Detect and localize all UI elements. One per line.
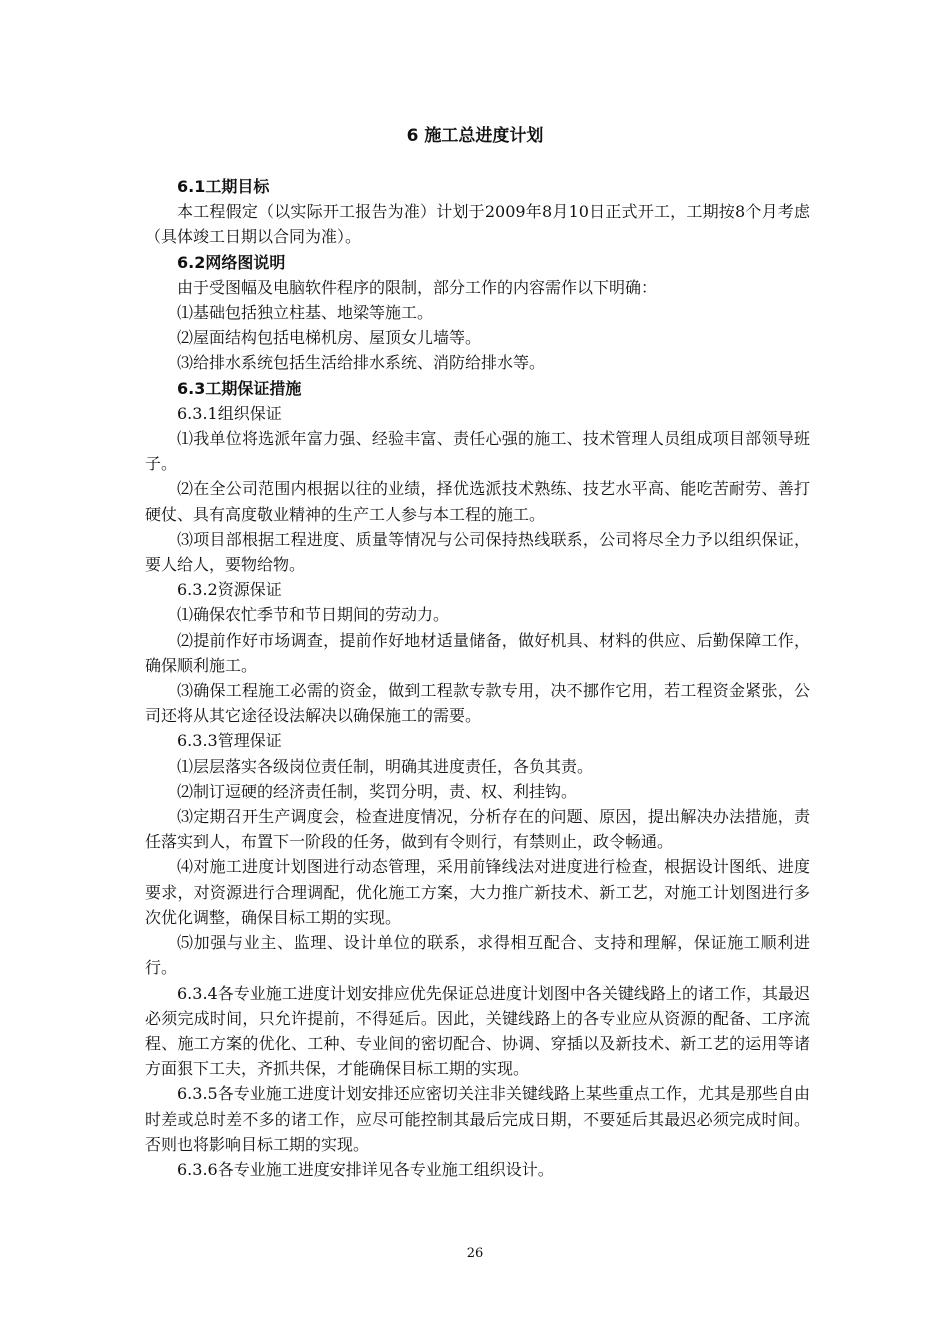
paragraph: ⑶确保工程施工必需的资金，做到工程款专款专用，决不挪作它用，若工程资金紧张，公司还将从其它途径设法解决以确保施工的需要。	[145, 681, 810, 726]
paragraph: ⑶项目部根据工程进度、质量等情况与公司保持热线联系，公司将尽全力予以组织保证，要人给人，要物给物。	[145, 529, 810, 575]
paragraph: ⑴我单位将选派年富力强、经验丰富、责任心强的施工、技术管理人员组成项目部领导班子。	[145, 429, 810, 474]
paragraph: ⑶给排水系统包括生活给排水系统、消防给排水等。	[177, 353, 546, 373]
paragraph: 6.3.4各专业施工进度计划安排应优先保证总进度计划图中各关键线路上的诸工作，其最迟必须完成时间，只允许提前，不得延后。因此，关键线路上的各专业应从资源的配备、工序流程、施工方案的优化、工种、专业间的密切配合、协调、穿插以及新技术、新工艺的运用等诸方面狠下工夫，齐抓共保，才能确保目标工期的实现。	[145, 983, 810, 1079]
page-number: 26	[466, 1246, 484, 1261]
paragraph: ⑴确保农忙季节和节日期间的劳动力。	[177, 605, 450, 625]
subsection-heading: 6.2网络图说明	[177, 252, 286, 272]
paragraph: 6.3.5各专业施工进度计划安排还应密切关注非关键线路上某些重点工作，尤其是那些自由时差或总时差不多的诸工作，应尽可能控制其最后完成日期，不要延后其最迟必须完成时间。否则也将影响目标工期的实现。	[145, 1084, 810, 1154]
document-body	[145, 174, 810, 1182]
paragraph: ⑴层层落实各级岗位责任制，明确其进度责任，各负其责。	[177, 756, 594, 776]
paragraph: ⑷对施工进度计划图进行动态管理，采用前锋线法对进度进行检查，根据设计图纸、进度要求，对资源进行合理调配，优化施工方案，大力推广新技术、新工艺，对施工计划图进行多次优化调整，确保目标工期的实现。	[145, 857, 810, 927]
paragraph: ⑶定期召开生产调度会，检查进度情况，分析存在的问题、原因，提出解决办法措施，责任落实到人，布置下一阶段的任务，做到有令则行，有禁则止，政令畅通。	[145, 807, 810, 852]
paragraph: ⑵在全公司范围内根据以往的业绩，择优选派技术熟练、技艺水平高、能吃苦耐劳、善打硬仗、具有高度敬业精神的生产工人参与本工程的施工。	[145, 479, 810, 524]
paragraph: ⑴基础包括独立柱基、地梁等施工。	[177, 303, 434, 323]
paragraph: 本工程假定（以实际开工报告为准）计划于2009年8月10日正式开工，工期按8个月考虑（具体竣工日期以合同为准）。	[145, 202, 810, 247]
paragraph: 6.3.6各专业施工进度安排详见各专业施工组织设计。	[177, 1159, 554, 1179]
subsection-heading: 6.3工期保证措施	[177, 378, 302, 398]
paragraph: ⑸加强与业主、监理、设计单位的联系，求得相互配合、支持和理解，保证施工顺利进行。	[145, 933, 810, 978]
paragraph: 由于受图幅及电脑软件程序的限制，部分工作的内容需作以下明确：	[177, 277, 658, 297]
paragraph: 6.3.3管理保证	[177, 731, 282, 751]
paragraph: 6.3.2资源保证	[177, 580, 282, 600]
paragraph: ⑵制订逗硬的经济责任制，奖罚分明，责、权、利挂钩。	[177, 781, 578, 801]
section-title: 6 施工总进度计划	[406, 126, 544, 146]
subsection-heading: 6.1工期目标	[177, 177, 270, 196]
paragraph: 6.3.1组织保证	[177, 403, 282, 423]
paragraph: ⑵屋面结构包括电梯机房、屋顶女儿墙等。	[177, 328, 482, 348]
paragraph: ⑵提前作好市场调查，提前作好地材适量储备，做好机具、材料的供应、后勤保障工作，确保顺利施工。	[145, 630, 810, 675]
